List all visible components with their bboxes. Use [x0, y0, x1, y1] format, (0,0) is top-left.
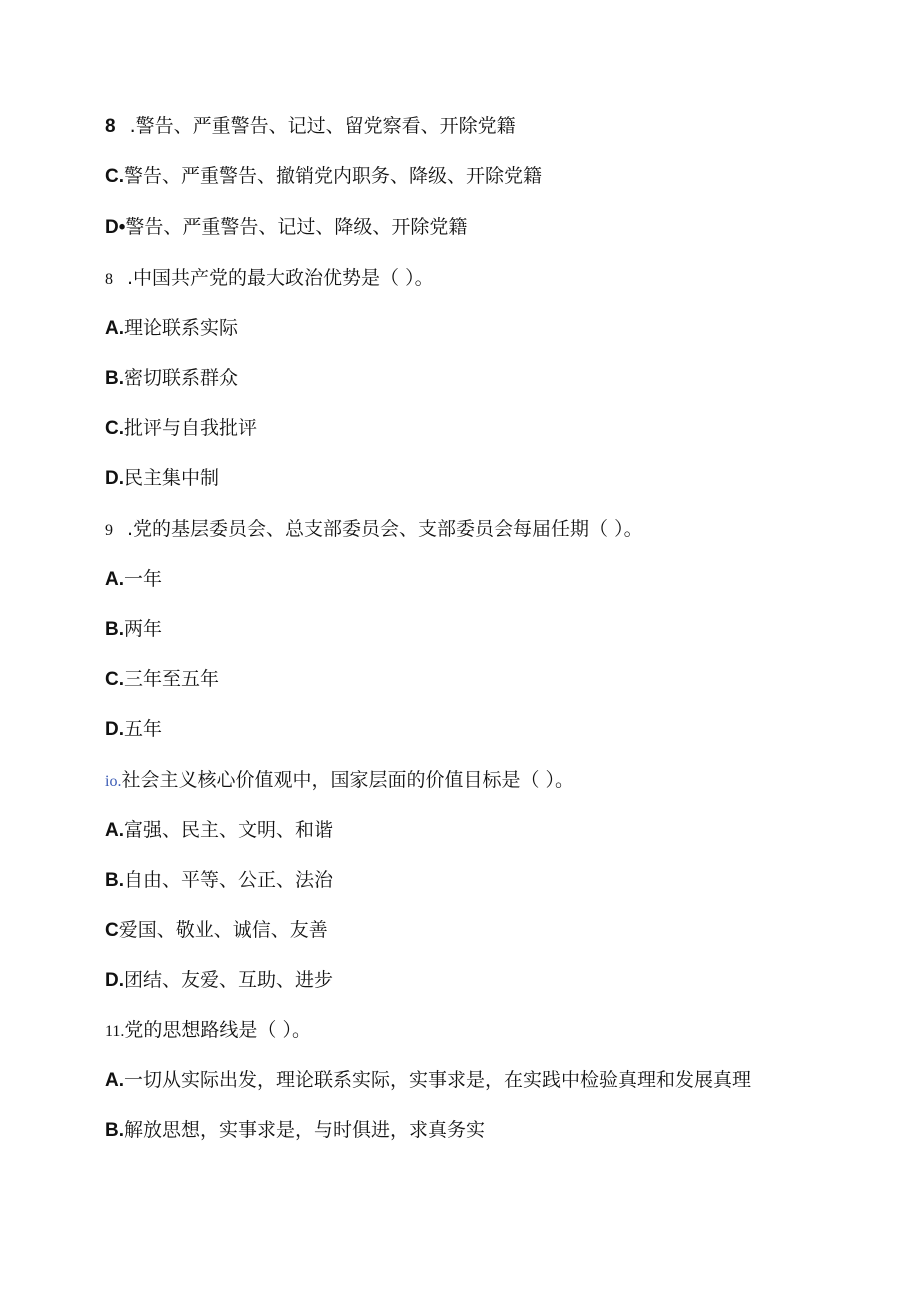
- option-line: [105, 161, 542, 191]
- question-text: .中国共产党的最大政治优势是（ ）。: [127, 267, 434, 289]
- option-prefix: D.: [105, 719, 124, 740]
- option-text: 解放思想，实事求是，与时俱进，求真务实: [124, 1119, 486, 1141]
- option-text: 五年: [124, 718, 163, 740]
- option-line: [105, 815, 333, 845]
- option-prefix: C: [105, 920, 119, 941]
- option-prefix: D•: [105, 217, 126, 238]
- option-prefix: A.: [105, 569, 124, 590]
- option-line: [105, 463, 219, 493]
- option-text: 自由、平等、公正、法治: [124, 869, 334, 891]
- question-number: 9: [105, 522, 113, 539]
- option-line: [105, 614, 162, 644]
- option-line: [105, 965, 333, 995]
- option-line: [105, 413, 257, 443]
- option-prefix: A.: [105, 1070, 124, 1091]
- option-text: 富强、民主、文明、和谐: [124, 819, 334, 841]
- option-text: 团结、友爱、互助、进步: [124, 969, 334, 991]
- question-line: [105, 1015, 311, 1045]
- option-prefix: C.: [105, 418, 124, 439]
- option-line: [105, 111, 516, 141]
- option-text: 两年: [124, 618, 163, 640]
- option-line: [105, 564, 162, 594]
- option-text: 爱国、敬业、诚信、友善: [118, 919, 328, 941]
- option-prefix: B.: [105, 1120, 124, 1141]
- option-line: [105, 865, 333, 895]
- option-line: [105, 664, 219, 694]
- question-text: 党的思想路线是（ ）。: [124, 1019, 311, 1041]
- option-prefix: C.: [105, 669, 124, 690]
- option-prefix: A.: [105, 318, 124, 339]
- option-line: [105, 363, 238, 393]
- question-line: [105, 514, 643, 544]
- option-line: [105, 313, 238, 343]
- option-prefix: D.: [105, 468, 124, 489]
- option-prefix: C.: [105, 166, 124, 187]
- option-text: 警告、严重警告、撤销党内职务、降级、开除党籍: [124, 165, 543, 187]
- option-text: 警告、严重警告、记过、降级、开除党籍: [125, 216, 468, 238]
- option-text: .警告、严重警告、记过、留党察看、开除党籍: [129, 115, 516, 137]
- option-text: 批评与自我批评: [124, 417, 258, 439]
- option-line: [105, 1065, 751, 1095]
- option-text: 密切联系群众: [124, 367, 239, 389]
- option-text: 理论联系实际: [124, 317, 239, 339]
- option-line: [105, 915, 328, 945]
- question-number: io.: [105, 773, 122, 790]
- question-number: 11.: [105, 1023, 125, 1040]
- option-text: 民主集中制: [124, 467, 220, 489]
- question-text: 社会主义核心价值观中，国家层面的价值目标是（ ）。: [121, 769, 574, 791]
- option-prefix: 8: [105, 116, 116, 137]
- option-prefix: B.: [105, 368, 124, 389]
- option-line: [105, 714, 162, 744]
- option-line: [105, 1115, 485, 1145]
- option-prefix: B.: [105, 619, 124, 640]
- question-text: .党的基层委员会、总支部委员会、支部委员会每届任期（ ）。: [127, 518, 643, 540]
- option-text: 一切从实际出发，理论联系实际，实事求是，在实践中检验真理和发展真理: [124, 1069, 752, 1091]
- question-number: 8: [105, 271, 113, 288]
- option-text: 三年至五年: [124, 668, 220, 690]
- option-text: 一年: [124, 568, 163, 590]
- option-prefix: A.: [105, 820, 124, 841]
- option-prefix: B.: [105, 870, 124, 891]
- option-prefix: D.: [105, 970, 124, 991]
- option-line: [105, 212, 467, 242]
- question-line: [105, 765, 574, 795]
- question-line: [105, 263, 434, 293]
